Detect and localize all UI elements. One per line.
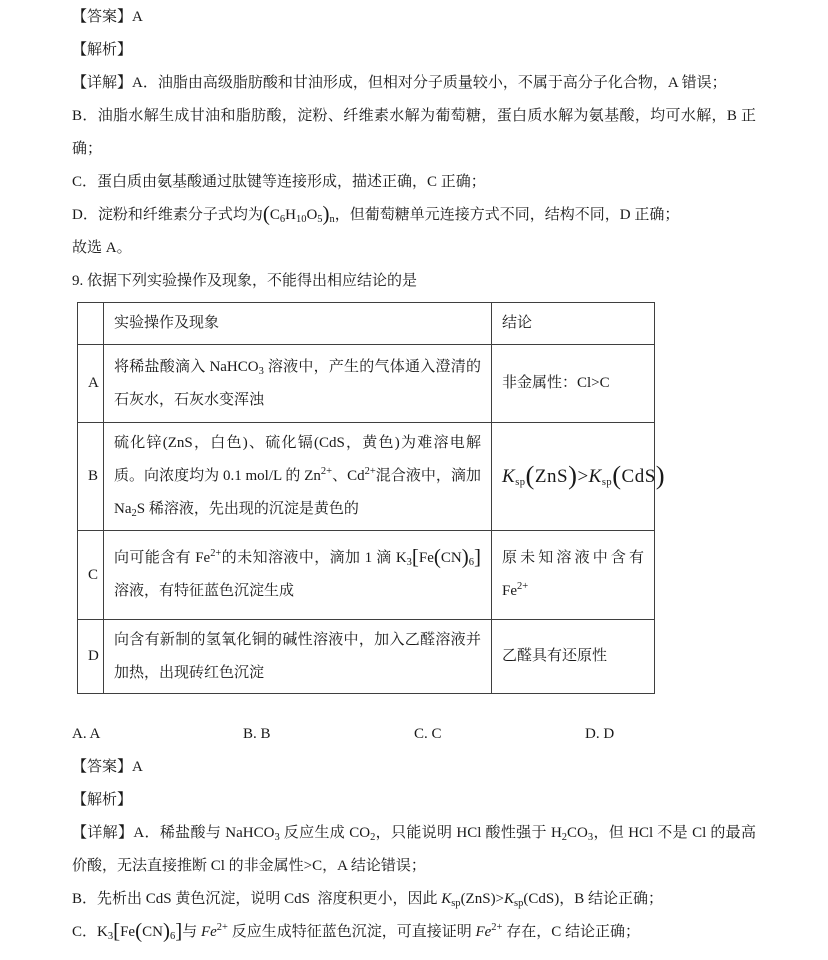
table-row-c [78, 531, 655, 620]
q9-detail-option-b: B．先析出 CdS 黄色沉淀，说明 CdS 溶度积更小，因此 $K_{sp}(ZnS)>K_{sp}(CdS)$，B 结论正确； [72, 891, 663, 909]
q9-answer-line: 【答案】A [72, 759, 143, 775]
option-b: B. B [243, 726, 271, 742]
row-b-label-cell: B [78, 423, 104, 531]
option-d: D. D [585, 726, 615, 742]
header-corner-cell [78, 303, 104, 345]
option-c: C. C [414, 726, 442, 742]
row-d-conclusion-cell: 乙醛具有还原性 [492, 620, 655, 694]
row-d-operation-cell: 向含有新制的氢氧化铜的碱性溶液中，加入乙醛溶液并加热，出现砖红色沉淀 [104, 620, 492, 694]
q8-detail-option-d: D．淀粉和纤维素分子式均为$(C_6H_{10}O_5)_n$，但葡萄糖单元连接方式不同，结构不同，D 正确； [72, 201, 680, 226]
option-a: A. A [72, 726, 101, 742]
header-conclusion-cell: 结论 [492, 303, 655, 345]
q9-detail-option-a: 【详解】A．稀盐酸与 NaHCO$_3$ 反应生成 $CO_2$，只能说明 HCl 酸性强于 $H_2CO_3$，但 HCl 不是 Cl 的最高价酸，无法直接推断 Cl 的非金属性>C，A 结论错误； [72, 825, 757, 874]
q8-answer-line: 【答案】A [72, 9, 143, 25]
table-header-row [78, 303, 655, 345]
q8-analysis-line: 【解析】 [72, 42, 133, 58]
q8-final-choice: 故选 A。 [72, 240, 132, 256]
q9-analysis-line: 【解析】 [72, 792, 133, 808]
table-row-b [78, 423, 655, 531]
row-d-label-cell: D [78, 620, 104, 694]
row-b-conclusion-cell: $K_{sp}(ZnS)>K_{sp}(CdS)$ [492, 423, 655, 531]
row-c-conclusion-cell: 原未知溶液中含有 $Fe^{2+}$ [492, 531, 655, 620]
row-a-conclusion-cell: 非金属性：Cl>C [492, 345, 655, 423]
table-row-d [78, 620, 655, 694]
answer-options-row [72, 718, 756, 751]
row-c-label-cell: C [78, 531, 104, 620]
row-a-label-cell: A [78, 345, 104, 423]
header-operation-cell: 实验操作及现象 [104, 303, 492, 345]
row-a-operation-cell: 将稀盐酸滴入 NaHCO$_3$ 溶液中，产生的气体通入澄清的石灰水，石灰水变浑浊 [104, 345, 492, 423]
row-c-operation-cell: 向可能含有 $Fe^{2+}$的未知溶液中，滴加 1 滴 $K_3[Fe(CN)_6]$溶液，有特征蓝色沉淀生成 [104, 531, 492, 620]
table-row-a [78, 345, 655, 423]
experiment-table [77, 302, 666, 694]
q8-detail-option-a: 【详解】A．油脂由高级脂肪酸和甘油形成，但相对分子质量较小，不属于高分子化合物，A 错误； [72, 75, 727, 91]
row-b-operation-cell: 硫化锌(ZnS，白色)、硫化镉(CdS，黄色)为难溶电解质。向浓度均为 0.1 mol/L 的 $Zn^{2+}$、$Cd^{2+}$混合液中，滴加 $Na_2S$ 稀溶液，先出现的沉淀是黄色的 [104, 423, 492, 531]
q9-question-stem: 9. 依据下列实验操作及现象，不能得出相应结论的是 [72, 273, 418, 289]
q8-detail-option-c: C．蛋白质由氨基酸通过肽键等连接形成，描述正确，C 正确； [72, 174, 486, 190]
q9-detail-option-c: C．$K_3[Fe(CN)_6]$与 $Fe^{2+}$ 反应生成特征蓝色沉淀，可直接证明 $Fe^{2+}$ 存在，C 结论正确； [72, 918, 640, 943]
q8-detail-option-b: B．油脂水解生成甘油和脂肪酸，淀粉、纤维素水解为葡萄糖，蛋白质水解为氨基酸，均可水解，B 正确； [72, 108, 756, 157]
